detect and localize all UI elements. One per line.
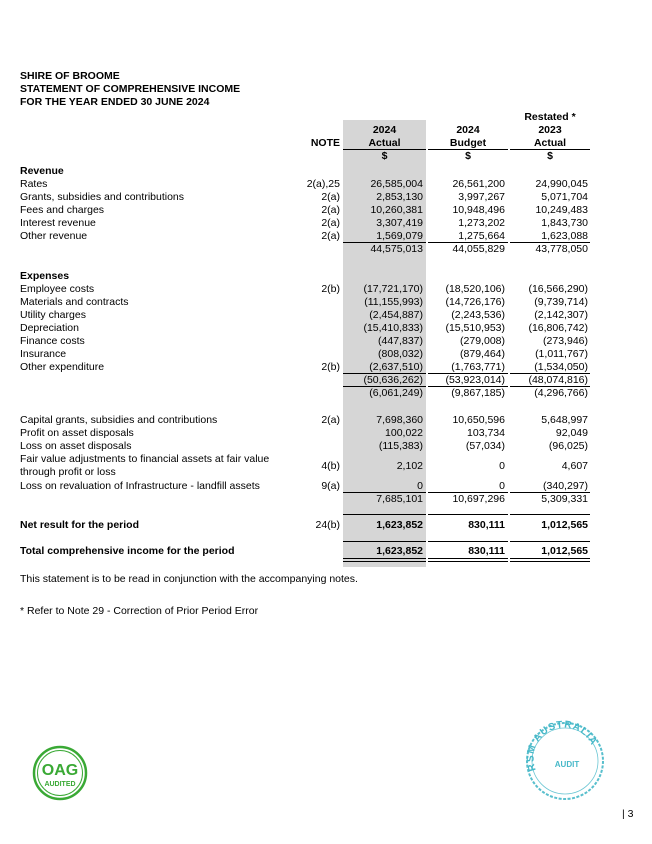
row-value-2024-budget: (14,726,176) bbox=[445, 296, 505, 308]
row-label: Depreciation bbox=[20, 322, 79, 334]
row-value-2024-actual: (11,155,993) bbox=[364, 296, 423, 308]
col1-unit: $ bbox=[381, 150, 388, 162]
row-label: Capital grants, subsidies and contributions bbox=[20, 414, 218, 426]
expenses-total-2024-actual: (50,636,262) bbox=[363, 374, 423, 386]
row-value-2024-budget: (2,243,536) bbox=[451, 309, 505, 321]
row-label: Fair value adjustments to financial assets at fair value bbox=[20, 453, 270, 465]
row-value-2023-actual: (96,025) bbox=[548, 440, 588, 452]
row-value-2024-actual: (115,383) bbox=[378, 440, 423, 452]
row-value-2023-actual: (1,534,050) bbox=[534, 361, 588, 373]
row-value-2023-actual: (16,806,742) bbox=[528, 322, 588, 334]
total-comprehensive-2024-budget: 830,111 bbox=[468, 545, 505, 557]
note-column-header: NOTE bbox=[310, 137, 340, 149]
row-value-2024-actual: (2,454,887) bbox=[369, 309, 423, 321]
row-value-2024-actual: (447,837) bbox=[378, 335, 423, 347]
row-label: Utility charges bbox=[20, 309, 86, 321]
operating-net-2023-actual: (4,296,766) bbox=[534, 387, 588, 399]
total-rule bbox=[510, 514, 590, 515]
row-value-2024-actual: 10,260,381 bbox=[370, 204, 423, 216]
row-value-2024-budget: 10,948,496 bbox=[452, 204, 505, 216]
row-value-2024-budget: (1,763,771) bbox=[451, 361, 505, 373]
row-note: 9(a) bbox=[321, 480, 340, 492]
row-value-2024-budget: 1,273,202 bbox=[458, 217, 505, 229]
row-label: Employee costs bbox=[20, 283, 95, 295]
row-value-2023-actual: 4,607 bbox=[561, 460, 588, 472]
row-value-2023-actual: (273,946) bbox=[543, 335, 588, 347]
net-result-2024-budget: 830,111 bbox=[468, 519, 505, 531]
row-value-2024-budget: 1,275,664 bbox=[458, 230, 505, 242]
oag-stamp-bottom-text: AUDITED bbox=[44, 781, 76, 788]
col2-type: Budget bbox=[449, 137, 487, 149]
row-value-2024-actual: 2,853,130 bbox=[376, 191, 423, 203]
row-value-2023-actual: 1,623,088 bbox=[541, 230, 588, 242]
other-items-total-2024-budget: 10,697,296 bbox=[452, 493, 505, 505]
row-label: Fees and charges bbox=[20, 204, 105, 216]
row-value-2024-budget: (57,034) bbox=[465, 440, 505, 452]
total-rule bbox=[428, 541, 508, 542]
total-rule bbox=[428, 514, 508, 515]
row-label: Other revenue bbox=[20, 230, 88, 242]
row-value-2023-actual: 1,843,730 bbox=[541, 217, 588, 229]
col1-type: Actual bbox=[368, 137, 401, 149]
expenses-heading: Expenses bbox=[20, 270, 70, 282]
double-rule bbox=[343, 558, 426, 559]
row-value-2024-actual: (2,637,510) bbox=[369, 361, 423, 373]
row-value-2024-budget: 3,997,267 bbox=[458, 191, 505, 203]
row-value-2023-actual: 5,648,997 bbox=[541, 414, 588, 426]
row-label: Loss on asset disposals bbox=[20, 440, 132, 452]
expenses-total-2023-actual: (48,074,816) bbox=[528, 374, 588, 386]
row-value-2024-actual: 2,102 bbox=[396, 460, 423, 472]
total-rule bbox=[343, 541, 426, 542]
col3-restated-label: Restated * bbox=[524, 111, 576, 123]
row-label: Materials and contracts bbox=[20, 296, 129, 308]
double-rule bbox=[428, 558, 508, 559]
row-note: 2(a) bbox=[321, 414, 340, 426]
row-note: 2(a) bbox=[321, 230, 340, 242]
row-value-2024-actual: (15,410,833) bbox=[363, 322, 423, 334]
row-label: Finance costs bbox=[20, 335, 85, 347]
oag-stamp-top-text: OAG bbox=[41, 762, 79, 779]
operating-net-2024-actual: (6,061,249) bbox=[369, 387, 423, 399]
rsm-stamp-center-text: AUDIT bbox=[554, 760, 580, 769]
double-rule bbox=[510, 558, 590, 559]
row-value-2023-actual: 92,049 bbox=[555, 427, 588, 439]
row-value-2023-actual: 5,071,704 bbox=[541, 191, 588, 203]
row-value-2023-actual: (16,566,290) bbox=[528, 283, 588, 295]
row-value-2024-actual: 3,307,419 bbox=[376, 217, 423, 229]
revenue-total-2024-actual: 44,575,013 bbox=[370, 243, 423, 255]
row-value-2024-budget: 103,734 bbox=[467, 427, 505, 439]
rsm-audit-stamp bbox=[522, 718, 608, 804]
col3-type: Actual bbox=[533, 137, 567, 149]
total-rule bbox=[510, 541, 590, 542]
total-comprehensive-label: Total comprehensive income for the period bbox=[20, 545, 235, 557]
row-note: 2(a) bbox=[321, 191, 340, 203]
row-label: Insurance bbox=[20, 348, 67, 360]
operating-net-2024-budget: (9,867,185) bbox=[451, 387, 505, 399]
double-rule bbox=[510, 561, 590, 562]
row-label: Profit on asset disposals bbox=[20, 427, 134, 439]
row-label: Loss on revaluation of Infrastructure - landfill assets bbox=[20, 480, 260, 492]
net-result-label: Net result for the period bbox=[20, 519, 140, 531]
other-items-total-2023-actual: 5,309,331 bbox=[541, 493, 588, 505]
row-label: Other expenditure bbox=[20, 361, 105, 373]
other-items-total-2024-actual: 7,685,101 bbox=[376, 493, 423, 505]
row-value-2024-actual: 0 bbox=[417, 480, 423, 492]
entity-name: SHIRE OF BROOME bbox=[20, 70, 120, 82]
row-value-2024-budget: 26,561,200 bbox=[452, 178, 505, 190]
row-value-2024-actual: (17,721,170) bbox=[363, 283, 423, 295]
col2-year: 2024 bbox=[456, 124, 480, 136]
net-result-2024-actual: 1,623,852 bbox=[376, 519, 423, 531]
revenue-heading: Revenue bbox=[20, 165, 64, 177]
row-value-2023-actual: (2,142,307) bbox=[534, 309, 588, 321]
col3-unit: $ bbox=[547, 150, 553, 162]
row-note: 2(a) bbox=[321, 217, 340, 229]
row-value-2024-budget: (279,008) bbox=[460, 335, 505, 347]
net-result-2023-actual: 1,012,565 bbox=[541, 519, 588, 531]
row-value-2024-actual: 100,022 bbox=[385, 427, 423, 439]
row-note: 2(a) bbox=[321, 204, 340, 216]
statement-title: STATEMENT OF COMPREHENSIVE INCOME bbox=[20, 83, 241, 95]
row-value-2023-actual: (340,297) bbox=[543, 480, 588, 492]
row-note: 4(b) bbox=[321, 460, 340, 472]
restated-footnote: * Refer to Note 29 - Correction of Prior Period Error bbox=[20, 605, 259, 617]
row-value-2024-actual: 7,698,360 bbox=[376, 414, 423, 426]
total-comprehensive-2024-actual: 1,623,852 bbox=[376, 545, 423, 557]
row-value-2024-budget: (18,520,106) bbox=[445, 283, 505, 295]
row-note: 2(b) bbox=[321, 283, 340, 295]
rsm-stamp-arc-text: RSM AUSTRALIA bbox=[525, 719, 600, 773]
conjunction-note: This statement is to be read in conjunction with the accompanying notes. bbox=[20, 573, 358, 585]
revenue-total-2024-budget: 44,055,829 bbox=[452, 243, 505, 255]
row-value-2024-actual: 1,569,079 bbox=[376, 230, 423, 242]
total-comprehensive-2023-actual: 1,012,565 bbox=[541, 545, 588, 557]
revenue-total-2023-actual: 43,778,050 bbox=[535, 243, 588, 255]
row-value-2024-budget: (15,510,953) bbox=[445, 322, 505, 334]
row-label: Rates bbox=[20, 178, 48, 190]
row-value-2024-budget: 10,650,596 bbox=[452, 414, 505, 426]
col2-unit: $ bbox=[465, 150, 471, 162]
oag-audited-stamp bbox=[32, 745, 88, 801]
statement-period: FOR THE YEAR ENDED 30 JUNE 2024 bbox=[20, 96, 210, 108]
row-label: Grants, subsidies and contributions bbox=[20, 191, 185, 203]
double-rule bbox=[428, 561, 508, 562]
row-label-continued: through profit or loss bbox=[20, 466, 116, 478]
row-value-2024-actual: (808,032) bbox=[378, 348, 423, 360]
col3-year: 2023 bbox=[538, 124, 562, 136]
row-label: Interest revenue bbox=[20, 217, 96, 229]
row-value-2023-actual: 10,249,483 bbox=[535, 204, 588, 216]
row-value-2023-actual: 24,990,045 bbox=[535, 178, 588, 190]
row-value-2024-budget: (879,464) bbox=[460, 348, 505, 360]
net-result-note: 24(b) bbox=[315, 519, 340, 531]
double-rule bbox=[343, 561, 426, 562]
col1-year: 2024 bbox=[372, 124, 397, 136]
page-number: | 3 bbox=[622, 808, 634, 820]
total-rule bbox=[343, 514, 426, 515]
row-value-2024-budget: 0 bbox=[499, 480, 505, 492]
row-note: 2(a),25 bbox=[306, 178, 340, 190]
row-value-2024-budget: 0 bbox=[499, 460, 505, 472]
row-value-2024-actual: 26,585,004 bbox=[370, 178, 423, 190]
expenses-total-2024-budget: (53,923,014) bbox=[445, 374, 505, 386]
row-value-2023-actual: (1,011,767) bbox=[535, 348, 588, 360]
row-note: 2(b) bbox=[321, 361, 340, 373]
row-value-2023-actual: (9,739,714) bbox=[534, 296, 588, 308]
